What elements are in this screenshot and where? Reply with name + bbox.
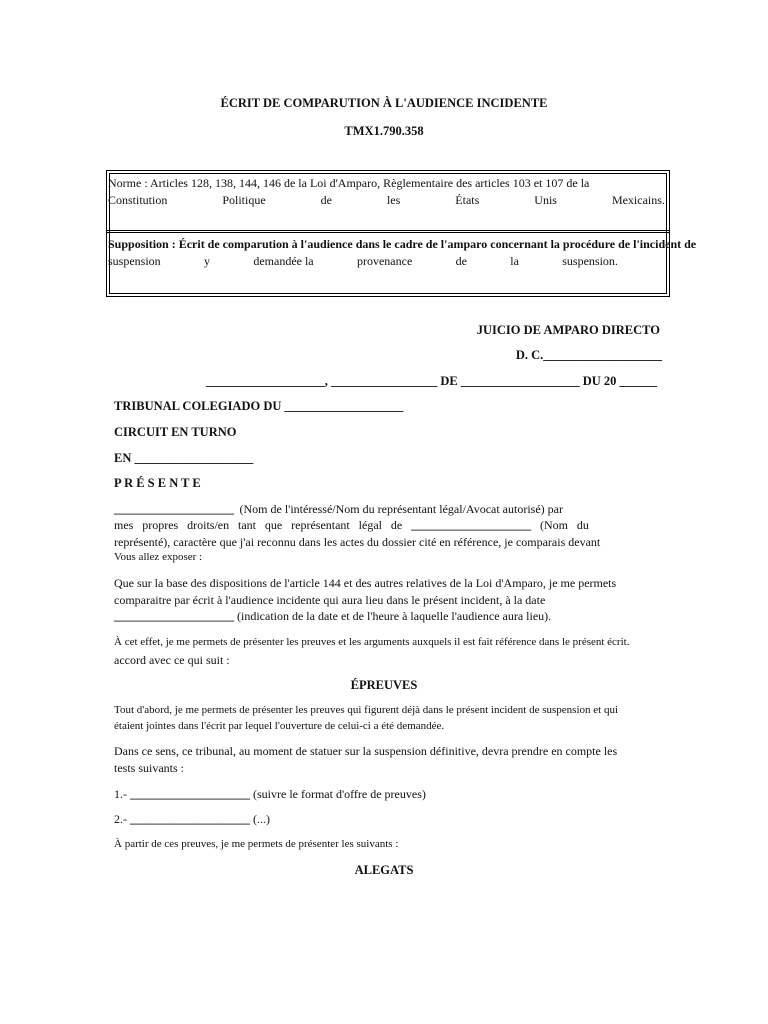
circuit-line: CIRCUIT EN TURNO [114,425,237,439]
word: les [386,193,401,207]
proof-item-2-number: 2.- [114,812,127,826]
word: représentant [291,518,350,532]
proof-item-2-blank: ____________________ [130,812,250,826]
epreuves-p1-line-2: étaient jointes dans l'écrit par lequel l'ouverture de celui-ci a été demandée. [114,720,445,732]
word: de [390,518,403,532]
word: du [576,518,589,532]
word: la [510,254,519,268]
word: de [455,254,467,268]
date-line: ___________________, _________________ DE ___________________ DU 20 ______ [206,374,658,388]
p3-line-2: accord avec ce qui suit : [114,653,230,667]
presente: P R É S E N T E [114,476,201,490]
intro-blank: ____________________ [114,502,234,516]
word: droits/en [187,518,230,532]
document-code: TMX1.790.358 [344,124,424,138]
proof-item-1-text: (suivre le format d'offre de preuves) [253,787,426,801]
p2-line-1: Que sur la base des dispositions de l'article 144 et des autres relatives de la Loi d'Amparo, je me permets [114,576,617,590]
word: (Nom [539,518,568,532]
word: demandée la [253,254,314,268]
norme-line-2 [108,193,665,208]
word: Mexicains. [611,193,665,207]
epreuves-p2-line-2: tests suivants : [114,761,185,775]
word: que [264,518,283,532]
proof-item-2-text: (...) [253,812,270,826]
p2-line-2: comparaitre par écrit à l'audience incidente qui aura lieu dans le présent incident, à la date [114,593,546,607]
frame-divider [106,230,670,233]
intro-line-3: représenté), caractère que j'ai reconnu dans les actes du dossier cité en référence, je comparais devant [114,535,601,549]
word: légal [358,518,382,532]
norme-line-1: Norme : Articles 128, 138, 144, 146 de la Loi d'Amparo, Règlementaire des articles 103 et 107 de la [108,176,590,190]
intro-line-1-text: (Nom de l'intéressé/Nom du représentant légal/Avocat autorisé) par [239,502,563,516]
epreuves-heading: ÉPREUVES [350,678,418,692]
proof-item-1-number: 1.- [114,787,127,801]
word: suspension [108,254,161,268]
word: y [204,254,210,268]
word: Constitution [108,193,168,207]
p3-line-1: À cet effet, je me permets de présenter les preuves et les arguments auxquels il est fait référence dans le présent écrit. [114,636,630,648]
epreuves-p2-line-1: Dans ce sens, ce tribunal, au moment de statuer sur la suspension définitive, devra prendre en compte les [114,744,618,758]
word: suspension. [562,254,618,268]
supposition-line-1: Supposition : Écrit de comparution à l'audience dans le cadre de l'amparo concernant la procédure de l'incident de [108,237,697,251]
date-blank: ____________________ [114,609,234,623]
word: tant [238,518,257,532]
intro-line-1 [114,502,563,517]
en-line: EN ___________________ [114,451,254,465]
proof-item-2 [114,812,270,827]
intro-line-4: Vous allez exposer : [114,551,203,563]
intro-line-2 [114,518,589,533]
document-title: ÉCRIT DE COMPARUTION À L'AUDIENCE INCIDENTE [220,96,548,110]
epreuves-closing: À partir de ces preuves, je me permets de présenter les suivants : [114,838,399,850]
word: Unis [534,193,557,207]
proof-item-1-blank: ____________________ [130,787,250,801]
case-dc: D. C.___________________ [515,348,662,362]
supposition-line-2 [108,254,618,269]
tribunal-line: TRIBUNAL COLEGIADO DU ___________________ [114,399,404,413]
alegats-heading: ALEGATS [354,863,414,877]
word: propres [142,518,179,532]
word: mes [114,518,134,532]
p2-line-3 [114,609,551,624]
word: États [455,193,480,207]
word: de [320,193,332,207]
proof-item-1 [114,787,426,802]
word: ____________________ [411,518,532,532]
word: provenance [356,254,413,268]
date-indication: (indication de la date et de l'heure à laquelle l'audience aura lieu). [237,609,552,623]
epreuves-p1-line-1: Tout d'abord, je me permets de présenter les preuves qui figurent déjà dans le présent incident de suspension et qui [114,704,619,716]
case-type: JUICIO DE AMPARO DIRECTO [476,323,660,337]
word: Politique [222,193,266,207]
